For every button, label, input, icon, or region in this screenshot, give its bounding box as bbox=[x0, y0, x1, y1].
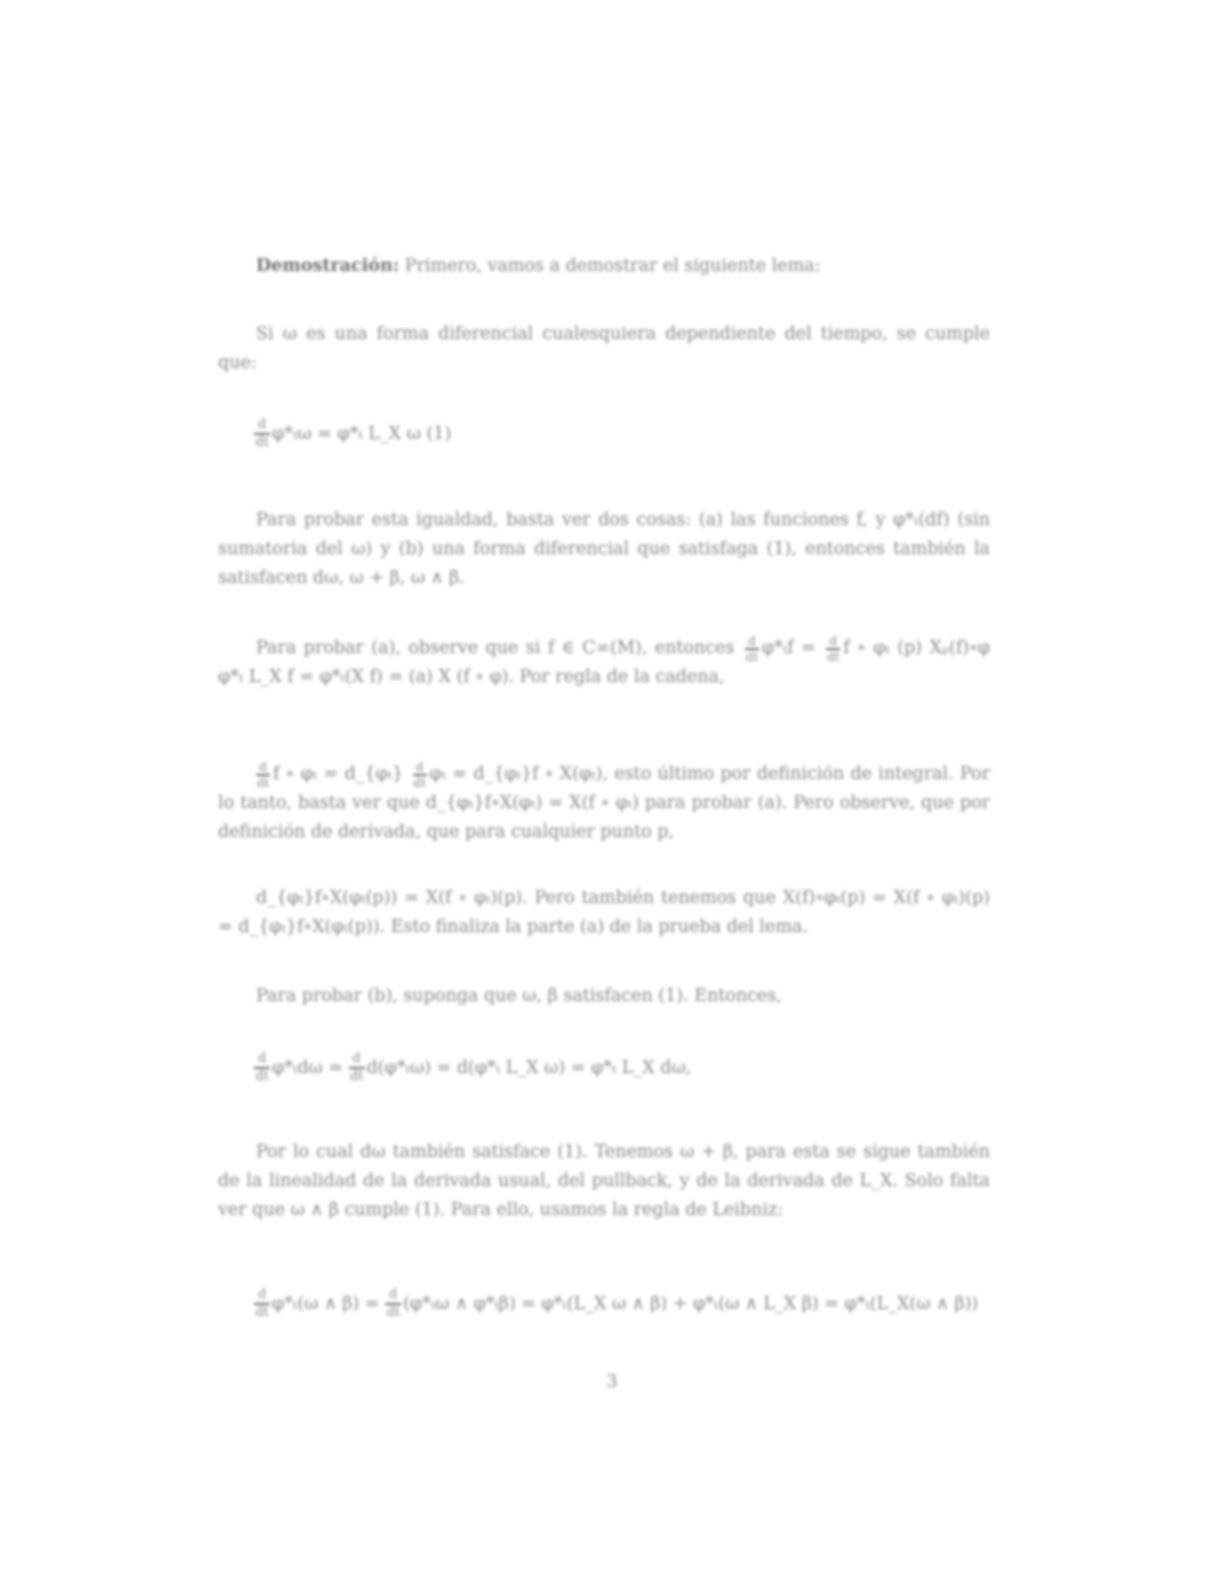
paragraph-7-text: Por lo cual dω también satisface (1). Tenemos ω + β, para esta se sigue también de la linealidad de la derivada usual, del pullback, y de la derivada de L_X. Solo falta ver que ω ∧ β cumple (1). Para ello, usamos la regla de Leibniz: bbox=[218, 1142, 990, 1220]
paragraph-5-text: d_{φₜ}f∘X(φₜ(p)) = X(f ∘ φₜ)(p). Pero también tenemos que X(f)∘φₜ(p) = X(f ∘ φₜ)(p) = d_{φₜ}f∘X(φₜ(p)). Esto finaliza la parte (a) de la prueba del lema. bbox=[218, 888, 990, 937]
paragraph-3 bbox=[218, 634, 990, 692]
paragraph-2 bbox=[218, 506, 990, 593]
derivative-fraction: $\frac{d}{dt}$ bbox=[255, 417, 269, 450]
paragraph-3-text-c: f ∘ φₜ (p) bbox=[843, 638, 923, 658]
derivative-fraction: $\frac{d}{dt}$ bbox=[256, 759, 270, 790]
proof-heading-paragraph bbox=[218, 252, 990, 281]
equation-2-lhs: φ*ₜdω = bbox=[272, 1058, 349, 1078]
paragraph-5 bbox=[218, 884, 990, 942]
derivative-fraction: $\frac{d}{dt}$ bbox=[349, 1051, 364, 1084]
inline-derivative-fraction: $\frac{d}{dt}$ bbox=[745, 633, 759, 664]
equation-3-lhs: φ*ₜ(ω ∧ β) = bbox=[272, 1294, 386, 1314]
paragraph-1 bbox=[218, 320, 990, 378]
proof-intro-text: Primero, vamos a demostrar el siguiente lema: bbox=[404, 256, 821, 276]
derivative-fraction: $\frac{d}{dt}$ bbox=[413, 759, 426, 790]
equation-2-rhs: d(φ*ₜω) = d(φ*ₜ L_X ω) = φ*ₜ L_X dω, bbox=[366, 1058, 692, 1078]
paragraph-6 bbox=[218, 982, 990, 1011]
paragraph-2-text: Para probar esta igualdad, basta ver dos cosas: (a) las funciones f, y φ*ₜ(df) (sin sumatoria del ω) y (b) una forma diferencial que satisfaga (1), entonces también la satisfacen dω, ω + β, ω ∧ β. bbox=[218, 510, 990, 588]
paragraph-4 bbox=[218, 760, 990, 847]
paragraph-1-text: Si ω es una forma diferencial cualesquiera dependiente del tiempo, se cumple que: bbox=[218, 324, 990, 373]
derivative-fraction: $\frac{d}{dt}$ bbox=[255, 1287, 269, 1320]
equation-3-rhs: (φ*ₜω ∧ φ*ₜβ) = φ*ₜ(L_X ω ∧ β) + φ*ₜ(ω ∧ L_X β) = φ*ₜ(L_X(ω ∧ β)) bbox=[403, 1294, 979, 1314]
paragraph-4-text-a: f ∘ φₜ = d_{φₜ} bbox=[273, 764, 404, 784]
equation-1 bbox=[254, 418, 990, 464]
equation-2 bbox=[254, 1052, 990, 1098]
paragraph-7 bbox=[218, 1138, 990, 1225]
paragraph-3-text-a: Para probar (a), observe que si f ∈ C∞(M), entonces bbox=[256, 638, 735, 658]
page-number: 3 bbox=[606, 1372, 618, 1392]
inline-derivative-fraction: $\frac{d}{dt}$ bbox=[826, 633, 840, 664]
paragraph-3-text-d: Xₚ(f)∘φ φ*ₜ L_X f = φ*ₜ(X f) = (a) X (f ∘ φ). Por regla de la cadena, bbox=[218, 638, 990, 687]
equation-1-body: φ*ₜω = φ*ₜ L_X ω (1) bbox=[272, 424, 452, 444]
paragraph-6-text: Para probar (b), suponga que ω, β satisfacen (1). Entonces, bbox=[256, 986, 782, 1006]
equation-3 bbox=[254, 1288, 990, 1334]
proof-label: Demostración: bbox=[256, 256, 400, 276]
derivative-fraction: $\frac{d}{dt}$ bbox=[386, 1287, 400, 1320]
paragraph-3-text-b: φ*ₜf = bbox=[761, 638, 824, 658]
paragraph-4-text-b: φₜ = d_{φₜ}f ∘ X(φₜ), esto último por definición de integral. Por lo tanto, basta ver que d_{φₜ}f∘X(φₜ) = X(f ∘ φₜ) para probar (a). Pero observe, que por definición de derivada, que para cualquier punto p, bbox=[218, 764, 990, 842]
derivative-fraction: $\frac{d}{dt}$ bbox=[255, 1051, 269, 1084]
